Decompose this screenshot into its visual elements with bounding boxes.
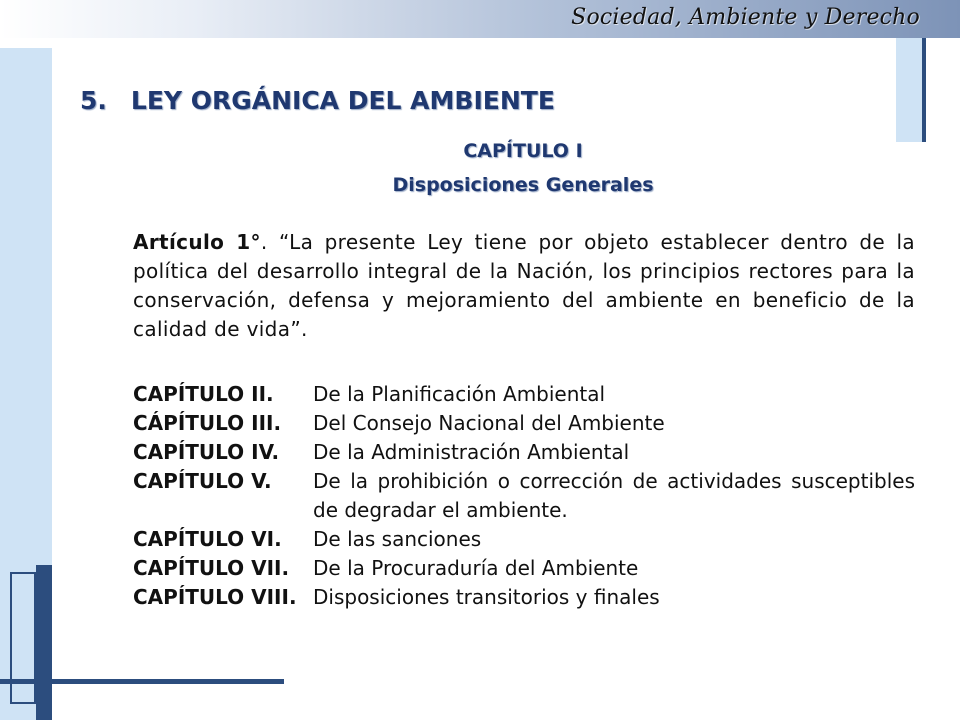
chapter-subtitle: Disposiciones Generales [392, 174, 654, 196]
section-title: LEY ORGÁNICA DEL AMBIENTE [130, 86, 555, 115]
right-decor-light-bar [896, 38, 922, 142]
section-heading [80, 86, 555, 115]
chapter-row: CAPÍTULO VIII. Disposiciones transitorios y finales [133, 583, 915, 612]
chapter-description: De la Planificación Ambiental [313, 382, 606, 406]
chapter-label: CAPÍTULO II [133, 382, 267, 406]
chapter-row: CAPÍTULO IV. De la Administración Ambiental [133, 438, 915, 467]
left-decor-inner-box [10, 572, 36, 704]
bottom-decor-line [0, 679, 284, 684]
article-paragraph [133, 228, 915, 344]
chapter-description: Disposiciones transitorios y finales [313, 585, 660, 609]
chapter-label: CAPÍTULO VIII [133, 585, 289, 609]
chapter-title: CAPÍTULO I [463, 140, 583, 162]
article-text: . “La presente Ley tiene por objeto establecer dentro de la política del desarrollo integral de la Nación, los principios rectores para la conservación, defensa y mejoramiento del ambiente en beneficio de la calidad de vida”. [133, 230, 915, 341]
article-label: Artículo 1° [133, 230, 261, 254]
chapter-description: De las sanciones [313, 527, 482, 551]
left-decor-dark-bar [36, 565, 52, 720]
chapter-description: De la Administración Ambiental [313, 440, 630, 464]
chapter-description: De la prohibición o corrección de actividades susceptibles de degradar el ambiente. [313, 469, 915, 522]
chapter-description: De la Procuraduría del Ambiente [313, 556, 639, 580]
chapter-row: CAPÍTULO VI. De las sanciones [133, 525, 915, 554]
presentation-title: Sociedad, Ambiente y Derecho [571, 5, 920, 30]
chapter-row: CÁPÍTULO III. Del Consejo Nacional del Ambiente [133, 409, 915, 438]
chapter-label: CAPÍTULO V [133, 469, 265, 493]
chapter-label: CÁPÍTULO III [133, 411, 274, 435]
chapter-row: CAPÍTULO V. De la prohibición o corrección de actividades susceptibles de degradar el ambiente. [133, 467, 915, 525]
chapter-row: CAPÍTULO VII. De la Procuraduría del Ambiente [133, 554, 915, 583]
chapter-list [133, 380, 915, 612]
section-number: 5. [80, 86, 107, 115]
chapter-label: CAPÍTULO IV [133, 440, 272, 464]
chapter-row: CAPÍTULO II. De la Planificación Ambiental [133, 380, 915, 409]
chapter-label: CAPÍTULO VI [133, 527, 275, 551]
chapter-label: CAPÍTULO VII [133, 556, 282, 580]
chapter-description: Del Consejo Nacional del Ambiente [313, 411, 665, 435]
